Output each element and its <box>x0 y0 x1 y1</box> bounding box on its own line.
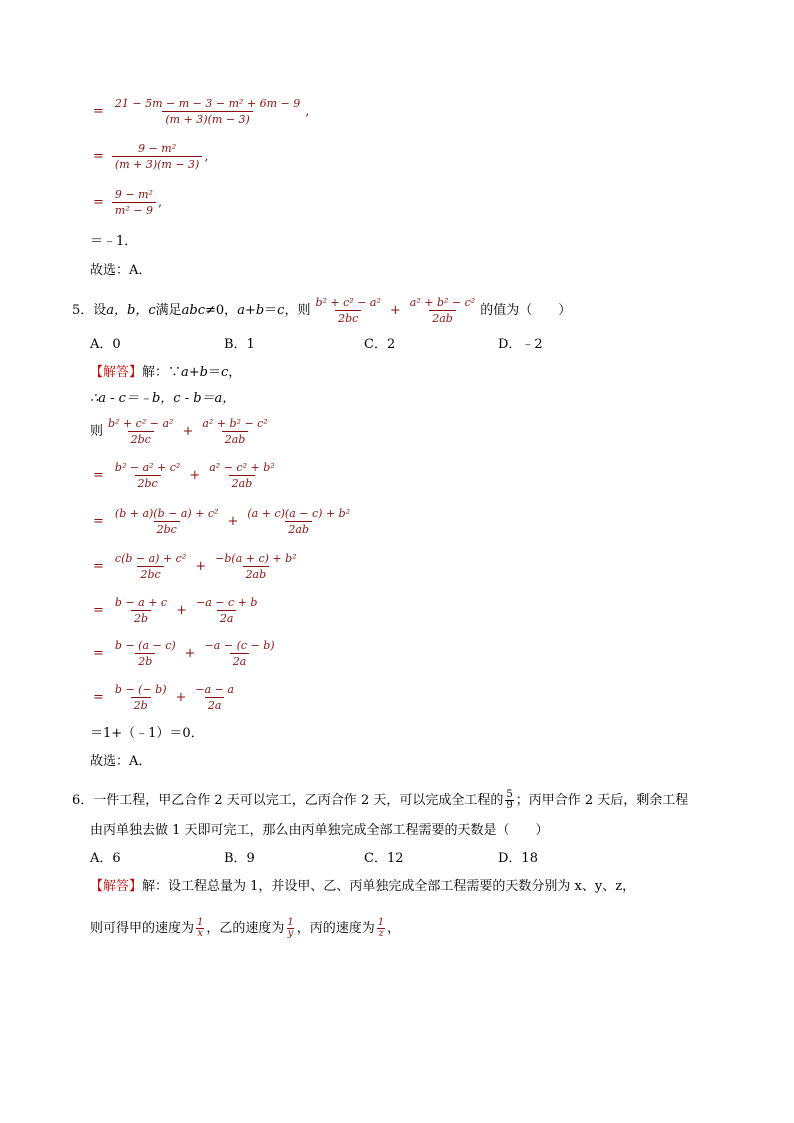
variable: a+b <box>181 365 208 380</box>
question-6-stem-line-1 <box>72 790 688 811</box>
numerator: 9 − m² <box>138 142 177 155</box>
option-a: A．0 <box>90 337 121 352</box>
fraction <box>505 790 513 811</box>
text: ；丙甲合作 2 天后，剩余工程 <box>515 793 689 808</box>
numerator: (b + a)(b − a) + c² <box>114 507 219 520</box>
numerator: 5 <box>506 789 513 800</box>
equals-sign: = <box>93 149 104 164</box>
fraction <box>202 640 278 667</box>
variable: c <box>277 303 285 318</box>
text: 6．一件工程，甲乙合作 2 天可以完工，乙丙合作 2 天，可以完成全工程的 <box>72 793 504 808</box>
fraction <box>112 640 179 667</box>
step-row-5 <box>93 640 280 667</box>
plus-sign: + <box>184 646 196 661</box>
step-row-0 <box>90 418 273 445</box>
plus-sign: + <box>175 690 187 705</box>
numerator: 9 − m² <box>114 188 153 201</box>
numerator: a² + b² − c² <box>409 296 476 309</box>
fraction <box>377 918 385 939</box>
option-c: C．2 <box>364 337 396 352</box>
numerator: −a − (c − b) <box>204 639 275 652</box>
option-b: B．1 <box>224 337 255 352</box>
step-line-1 <box>93 98 309 125</box>
equals-sign: = <box>93 468 104 483</box>
step-row-6 <box>93 684 239 711</box>
denominator: 2bc <box>135 475 161 489</box>
denominator: 2ab <box>285 521 312 535</box>
numerator: b² − a² + c² <box>114 461 181 474</box>
denominator: 2ab <box>229 475 256 489</box>
text: 则 <box>90 424 104 439</box>
fraction <box>112 143 202 170</box>
denominator: 2ab <box>243 566 270 580</box>
fraction <box>212 553 299 580</box>
denominator: 2bc <box>154 521 180 535</box>
equals-sign: = <box>93 514 104 529</box>
numerator: −b(a + c) + b² <box>215 552 297 565</box>
text: 则可得甲的速度为 <box>90 921 195 936</box>
denominator: 2ab <box>429 310 456 324</box>
denominator: 2bc <box>137 566 163 580</box>
fraction <box>105 418 176 445</box>
answer-tag: 【解答】 <box>90 879 143 894</box>
numerator: a² − c² + b² <box>209 461 275 474</box>
result-line: ＝﹣1． <box>90 234 138 249</box>
text: 解：设工程总量为 1，并设甲、乙、丙单独完成全部工程需要的天数分别为 x、y、z， <box>142 879 636 894</box>
step-line-2 <box>93 143 209 170</box>
deduction-line: ∴a - c＝﹣b，c - b＝a， <box>90 391 236 406</box>
text: 的值为（ ） <box>480 303 572 318</box>
denominator: 2ab <box>222 431 249 445</box>
option-d: D．﹣2 <box>498 337 543 352</box>
fraction <box>112 553 189 580</box>
equals-sign: = <box>93 195 104 210</box>
text: ， <box>387 921 401 936</box>
comma: , <box>305 104 310 119</box>
variable: abc <box>181 303 206 318</box>
fraction <box>112 189 156 216</box>
denominator: 2bc <box>335 310 361 324</box>
denominator: m² − 9 <box>112 202 156 216</box>
plus-sign: + <box>176 603 187 618</box>
plus-sign: + <box>195 559 207 574</box>
fraction <box>206 462 277 489</box>
numerator: (a + c)(a − c) + b² <box>247 507 351 520</box>
text: 解：∵ <box>142 365 182 380</box>
numerator: c(b − a) + c² <box>114 552 187 565</box>
numerator: b − (a − c) <box>114 639 176 652</box>
fraction <box>112 684 170 711</box>
text: 满足 <box>155 303 182 318</box>
question-number: 5．设 <box>72 303 107 318</box>
denominator: 9 <box>506 800 513 811</box>
result-line: ＝1+（﹣1）＝0． <box>90 726 204 741</box>
variables: a，b，c <box>106 303 156 318</box>
equals-sign: = <box>93 690 104 705</box>
answer-header <box>90 880 635 893</box>
denominator: 2a <box>230 653 250 667</box>
numerator: b² + c² − a² <box>315 296 381 309</box>
denominator: 2b <box>135 653 155 667</box>
option-a: A．6 <box>90 851 121 866</box>
plus-sign: + <box>182 424 194 439</box>
numerator: −a − c + b <box>196 596 258 609</box>
denominator: 2a <box>217 610 237 624</box>
text: ，丙的速度为 <box>296 921 375 936</box>
numerator: 1 <box>287 917 294 928</box>
denominator: (m + 3)(m − 3) <box>162 111 252 125</box>
text: ， <box>228 365 242 380</box>
equals-sign: = <box>93 104 104 119</box>
denominator: z <box>378 928 384 939</box>
numerator: b − a + c <box>114 596 168 609</box>
denominator: 2b <box>131 697 151 711</box>
text: ，乙的速度为 <box>206 921 285 936</box>
fraction <box>192 684 237 711</box>
variable: a+b <box>237 303 265 318</box>
fraction <box>112 462 183 489</box>
text: ＝ <box>208 365 222 380</box>
numerator: 1 <box>197 917 204 928</box>
equals-sign: = <box>93 559 104 574</box>
step-row-1 <box>93 462 280 489</box>
plus-sign: + <box>189 468 201 483</box>
numerator: 21 − 5m − m − 3 − m² + 6m − 9 <box>114 97 301 110</box>
fraction <box>286 918 294 939</box>
fraction <box>112 508 222 535</box>
step-row-3 <box>93 553 302 580</box>
fraction <box>407 297 478 324</box>
answer-tag: 【解答】 <box>90 365 143 380</box>
fraction <box>112 98 303 125</box>
denominator: 2a <box>205 697 225 711</box>
option-b: B．9 <box>224 851 255 866</box>
variable: c <box>221 365 229 380</box>
step-row-2 <box>93 508 355 535</box>
denominator: 2bc <box>128 431 154 445</box>
fraction <box>112 597 170 624</box>
denominator: (m + 3)(m − 3) <box>112 156 202 170</box>
equals-sign: = <box>93 603 104 618</box>
fraction <box>199 418 270 445</box>
numerator: b² + c² − a² <box>108 417 174 430</box>
plus-sign: + <box>389 303 401 318</box>
comma: , <box>204 149 209 164</box>
numerator: b − (− b) <box>114 683 167 696</box>
fraction <box>312 297 383 324</box>
choose-line: 故选：A． <box>90 754 152 769</box>
numerator: 1 <box>377 917 385 928</box>
denominator: y <box>287 928 294 939</box>
numerator: a² + b² − c² <box>202 417 268 430</box>
numerator: −a − a <box>195 683 234 696</box>
speed-line <box>90 918 400 939</box>
fraction <box>193 597 260 624</box>
denominator: 2b <box>131 610 151 624</box>
option-d: D．18 <box>498 851 538 866</box>
choose-line: 故选：A． <box>90 263 152 278</box>
option-c: C．12 <box>364 851 404 866</box>
text: ≠0， <box>205 303 238 318</box>
plus-sign: + <box>227 514 239 529</box>
answer-header <box>90 366 241 379</box>
fraction <box>196 918 204 939</box>
equals-sign: = <box>93 646 104 661</box>
denominator: x <box>197 928 204 939</box>
comma: , <box>157 195 163 210</box>
fraction <box>244 508 353 535</box>
text: ＝ <box>264 303 278 318</box>
step-line-3 <box>93 189 162 216</box>
step-row-4 <box>93 597 262 624</box>
text: ，则 <box>284 303 311 318</box>
question-6-stem-line-2: 由丙单独去做 1 天即可完工，那么由丙单独完成全部工程需要的天数是（ ） <box>90 823 549 838</box>
question-5-stem <box>72 297 571 324</box>
